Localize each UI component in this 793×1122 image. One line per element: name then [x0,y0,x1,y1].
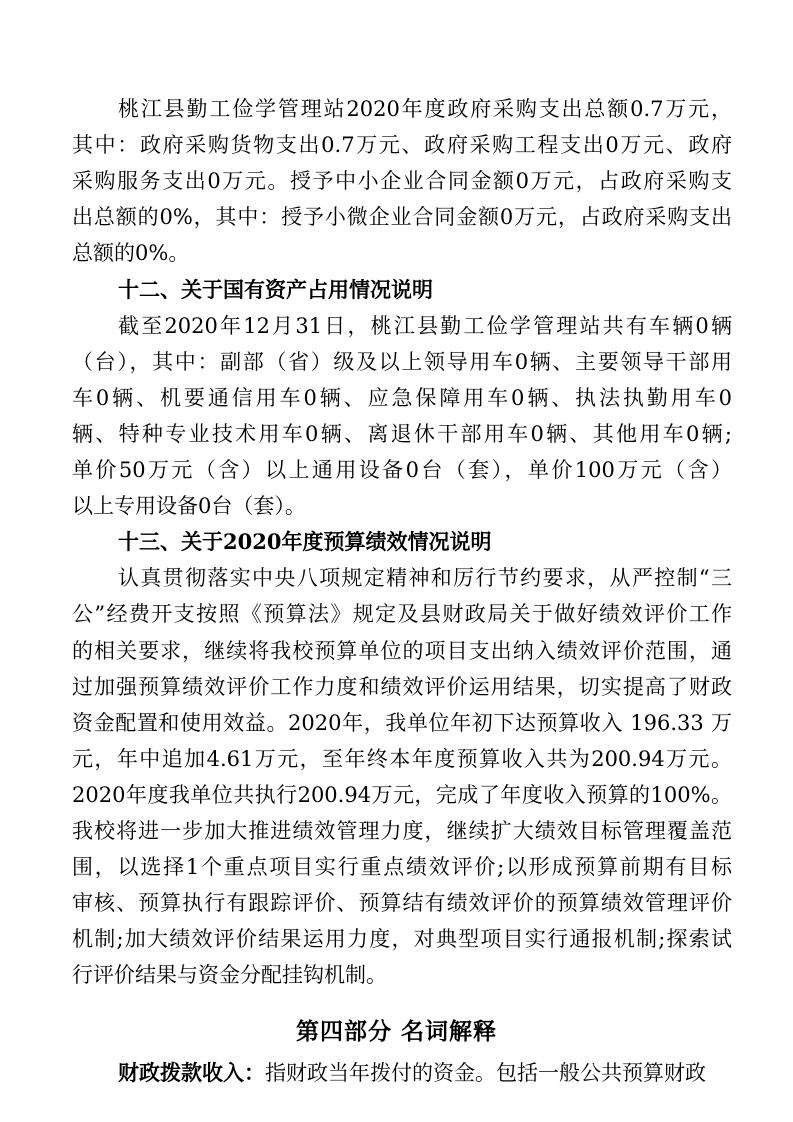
performance-line-10: 审核、预算执行有跟踪评价、预算结有绩效评价的预算绩效管理评价 [72,891,732,915]
procurement-line-4: 出总额的0%，其中：授予小微企业合同金额0万元，占政府采购支出 [72,205,732,229]
performance-line-7: 2020年度我单位共执行200.94万元，完成了年度收入预算的100%。 [72,783,732,807]
performance-line-2: 公”经费开支按照《预算法》规定及县财政局关于做好绩效评价工作 [72,602,732,626]
term-text: 指财政当年拨付的资金。包括一般公共预算财政 [265,1061,706,1085]
performance-line-11: 机制;加大绩效评价结果运用力度，对典型项目实行通报机制;探索试 [72,927,732,951]
procurement-line-5: 总额的0%。 [72,241,190,265]
assets-line-2: （台），其中：副部（省）级及以上领导用车0辆、主要领导干部用 [72,350,732,374]
performance-line-3: 的相关要求，继续将我校预算单位的项目支出纳入绩效评价范围，通 [72,639,732,663]
performance-line-4: 过加强预算绩效评价工作力度和绩效评价运用结果，切实提高了财政 [72,675,732,699]
performance-line-9: 围，以选择1个重点项目实行重点绩效评价;以形成预算前期有目标 [72,855,732,879]
assets-line-1: 截至2020年12月31日，桃江县勤工俭学管理站共有车辆0辆 [118,314,732,338]
assets-line-3: 车0辆、机要通信用车0辆、应急保障用车0辆、执法执勤用车0 [72,386,732,410]
assets-line-4: 辆、特种专业技术用车0辆、离退休干部用车0辆、其他用车0辆; [72,422,732,446]
performance-line-8: 我校将进一步加大推进绩效管理力度，继续扩大绩效目标管理覆盖范 [72,819,732,843]
procurement-line-3: 采购服务支出0万元。授予中小企业合同金额0万元，占政府采购支 [72,169,732,193]
term-label: 财政拨款收入： [118,1060,265,1085]
assets-line-5: 单价50万元（含）以上通用设备0台（套），单价100万元（含） [72,458,732,482]
term-definition-line [118,1056,732,1090]
performance-line-6: 元，年中追加4.61万元，至年终本年度预算收入共为200.94万元。 [72,747,732,771]
performance-line-5: 资金配置和使用效益。2020年，我单位年初下达预算收入 196.33 万 [72,711,732,735]
assets-line-6: 以上专用设备0台（套）。 [72,494,306,518]
assets-section-heading: 十二、关于国有资产占用情况说明 [118,277,433,302]
performance-line-12: 行评价结果与资金分配挂钩机制。 [72,963,387,987]
procurement-line-2: 其中：政府采购货物支出0.7万元、政府采购工程支出0万元、政府 [72,133,732,157]
performance-line-1: 认真贯彻落实中央八项规定精神和厉行节约要求，从严控制“三 [118,566,732,590]
procurement-line-1: 桃江县勤工俭学管理站2020年度政府采购支出总额0.7万元， [118,97,732,121]
part-four-title: 第四部分 名词解释 [295,1018,497,1045]
performance-section-heading: 十三、关于2020年度预算绩效情况说明 [118,529,492,554]
